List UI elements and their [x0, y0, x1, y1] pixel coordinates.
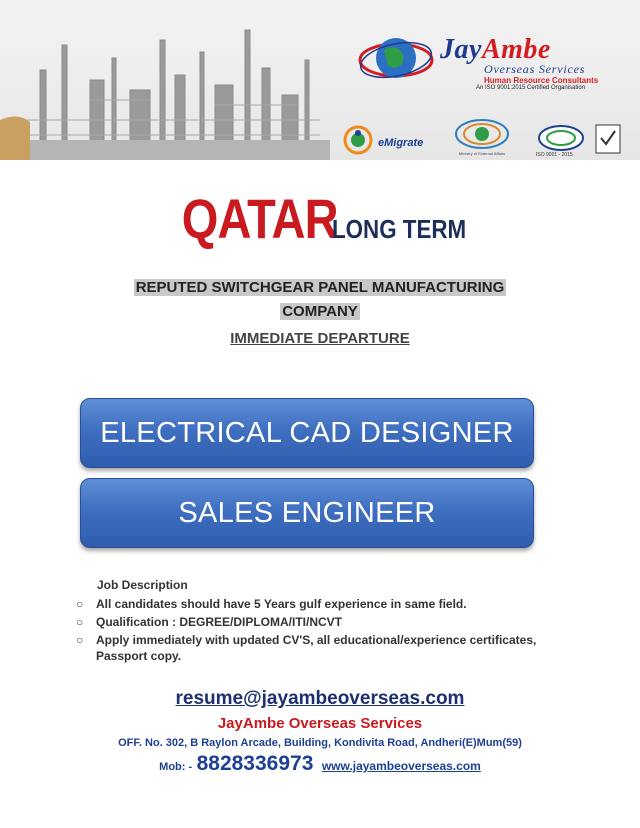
list-item	[76, 614, 546, 630]
contact-email-link[interactable]: resume@jayambeoverseas.com	[175, 688, 465, 709]
list-item	[76, 632, 546, 664]
mea-emblem-icon	[452, 118, 512, 150]
departure-notice: IMMEDIATE DEPARTURE	[230, 330, 410, 347]
iso-certification-icon	[536, 124, 586, 152]
circle-bullet-icon: ○	[76, 597, 84, 611]
globe-logo-icon	[356, 28, 440, 92]
iso-label: ISO 9001 - 2015	[536, 152, 573, 158]
logo-jay: Jay	[440, 34, 482, 65]
mobile-label: Mob: -	[159, 761, 193, 773]
logo-ambe: Ambe	[481, 34, 551, 65]
refinery-illustration	[0, 0, 330, 160]
company-line-2: COMPANY	[282, 303, 358, 320]
circle-bullet-icon: ○	[76, 633, 84, 647]
contact-company-name: JayAmbe Overseas Services	[217, 715, 423, 732]
emigrate-label: eMigrate	[378, 137, 424, 149]
logo-tagline: Human Resource Consultants	[484, 76, 599, 85]
list-item-text: Apply immediately with updated CV'S, all educational/experience certificates, Passport copy.	[96, 633, 537, 663]
contact-phone-row	[0, 752, 640, 776]
logo-subtitle: Overseas Services	[484, 62, 586, 76]
headline-country: QATAR	[181, 187, 338, 250]
website-link[interactable]: www.jayambeoverseas.com	[321, 759, 481, 773]
mea-label: Ministry of External Affairs	[458, 151, 506, 156]
circle-bullet-icon: ○	[76, 615, 84, 629]
contact-address: OFF. No. 302, B Raylon Arcade, Building, Kondivita Road, Andheri(E)Mum(59)	[118, 737, 522, 749]
emigrate-icon	[342, 124, 378, 156]
list-item	[76, 596, 546, 612]
headline	[0, 186, 640, 251]
position-electrical-cad-designer: ELECTRICAL CAD DESIGNER	[80, 398, 534, 468]
headline-term: LONG TERM	[332, 214, 467, 244]
job-description-list	[76, 596, 546, 666]
position-sales-engineer: SALES ENGINEER	[80, 478, 534, 548]
ukas-check-icon	[595, 124, 621, 154]
job-description-title: Job Description	[97, 578, 188, 592]
list-item-text: All candidates should have 5 Years gulf experience in same field.	[96, 597, 467, 611]
company-description	[80, 276, 560, 324]
header-banner	[0, 0, 640, 160]
logo-iso-text: An ISO 9001:2015 Certified Organisation	[476, 85, 586, 91]
jayambe-logo	[356, 28, 626, 98]
list-item-text: Qualification : DEGREE/DIPLOMA/ITI/NCVT	[96, 615, 343, 629]
company-line-1: REPUTED SWITCHGEAR PANEL MANUFACTURING	[135, 279, 505, 296]
mobile-number[interactable]: 8828336973	[196, 752, 314, 775]
